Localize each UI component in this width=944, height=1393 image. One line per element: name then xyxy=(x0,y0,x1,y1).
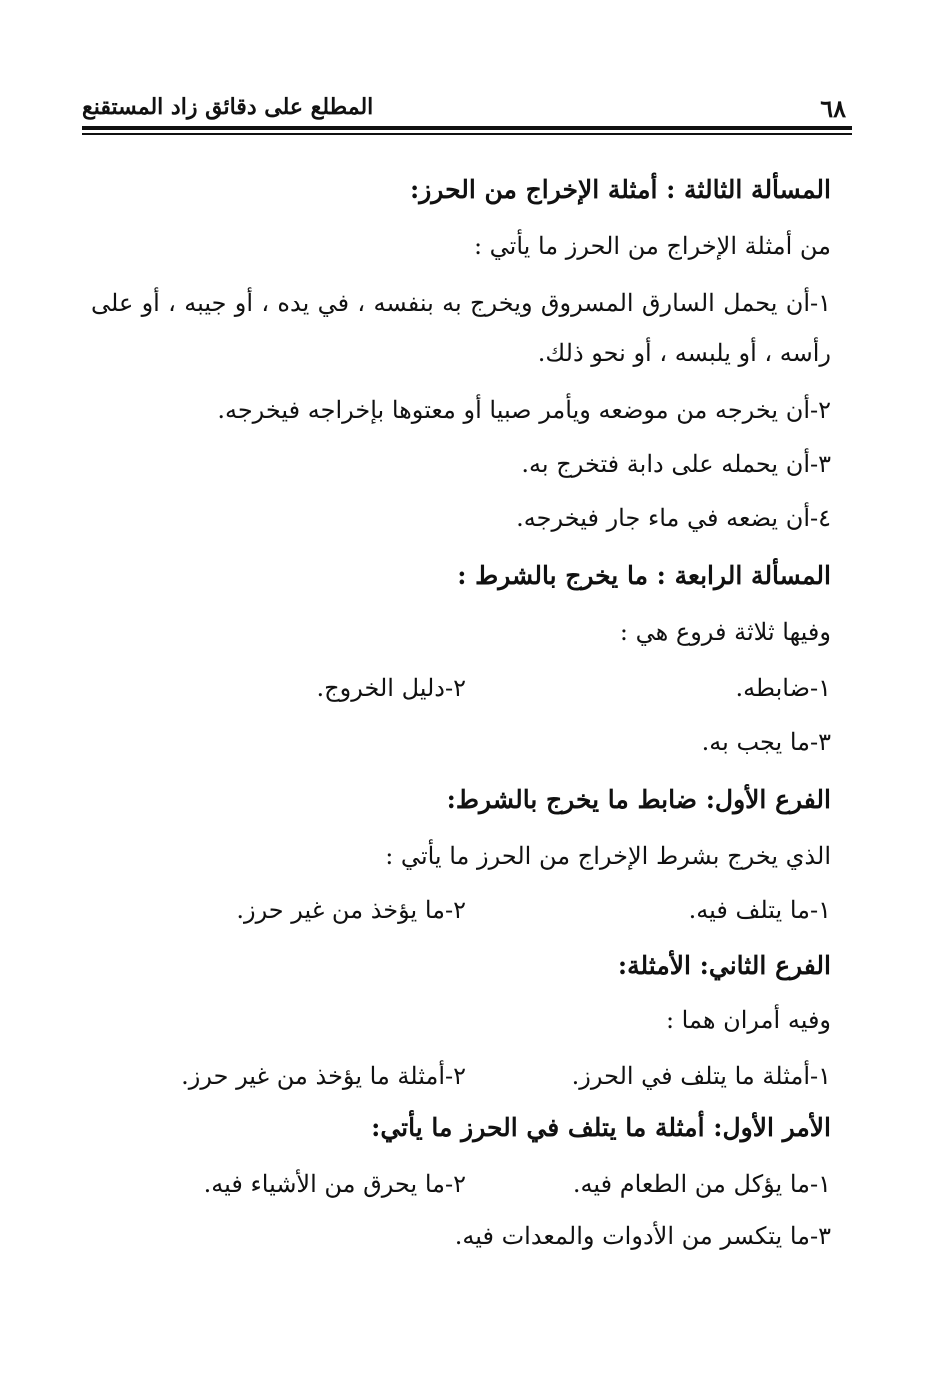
matter1-heading: الأمر الأول: أمثلة ما يتلف في الحرز ما يأتي: xyxy=(371,1113,831,1142)
section3-item3: ٣-أن يحمله على دابة فتخرج به. xyxy=(521,450,831,478)
branch1-item1: ١-ما يتلف فيه. xyxy=(688,896,831,924)
branch1-intro: الذي يخرج بشرط الإخراج من الحرز ما يأتي : xyxy=(385,842,831,870)
section3-heading: المسألة الثالثة : أمثلة الإخراج من الحرز: xyxy=(409,175,831,204)
section4-item3: ٣-ما يجب به. xyxy=(701,728,831,756)
section3-item1: ١-أن يحمل السارق المسروق ويخرج به بنفسه ، في يده ، أو جيبه ، أو على رأسه ، أو يلبسه ، أو نحو ذلك. xyxy=(91,289,831,367)
header-rule-thick xyxy=(82,126,852,130)
header-rule-thin xyxy=(82,133,852,135)
branch1-item2: ٢-ما يؤخذ من غير حرز. xyxy=(236,896,466,924)
branch2-intro: وفيه أمران هما : xyxy=(665,1006,831,1034)
section4-intro: وفيها ثلاثة فروع هي : xyxy=(619,618,831,646)
matter1-item1: ١-ما يؤكل من الطعام فيه. xyxy=(572,1170,831,1198)
matter1-item2: ٢-ما يحرق من الأشياء فيه. xyxy=(203,1170,466,1198)
branch2-heading: الفرع الثاني: الأمثلة: xyxy=(617,951,831,980)
branch2-item1: ١-أمثلة ما يتلف في الحرز. xyxy=(571,1062,831,1090)
branch1-heading: الفرع الأول: ضابط ما يخرج بالشرط: xyxy=(446,785,831,814)
section3-item4: ٤-أن يضعه في ماء جار فيخرجه. xyxy=(516,504,831,532)
section4-heading: المسألة الرابعة : ما يخرج بالشرط : xyxy=(457,561,831,590)
page-number: ٦٨ xyxy=(820,94,846,123)
running-header xyxy=(82,92,852,128)
section4-item2: ٢-دليل الخروج. xyxy=(316,674,466,702)
section3-item2: ٢-أن يخرجه من موضعه ويأمر صبيا أو معتوها بإخراجه فيخرجه. xyxy=(217,396,831,424)
section4-item1: ١-ضابطه. xyxy=(735,674,831,702)
matter1-item3: ٣-ما يتكسر من الأدوات والمعدات فيه. xyxy=(454,1222,831,1250)
branch2-item2: ٢-أمثلة ما يؤخذ من غير حرز. xyxy=(181,1062,466,1090)
section3-intro: من أمثلة الإخراج من الحرز ما يأتي : xyxy=(473,232,831,260)
book-title: المطلع على دقائق زاد المستقنع xyxy=(82,94,374,120)
